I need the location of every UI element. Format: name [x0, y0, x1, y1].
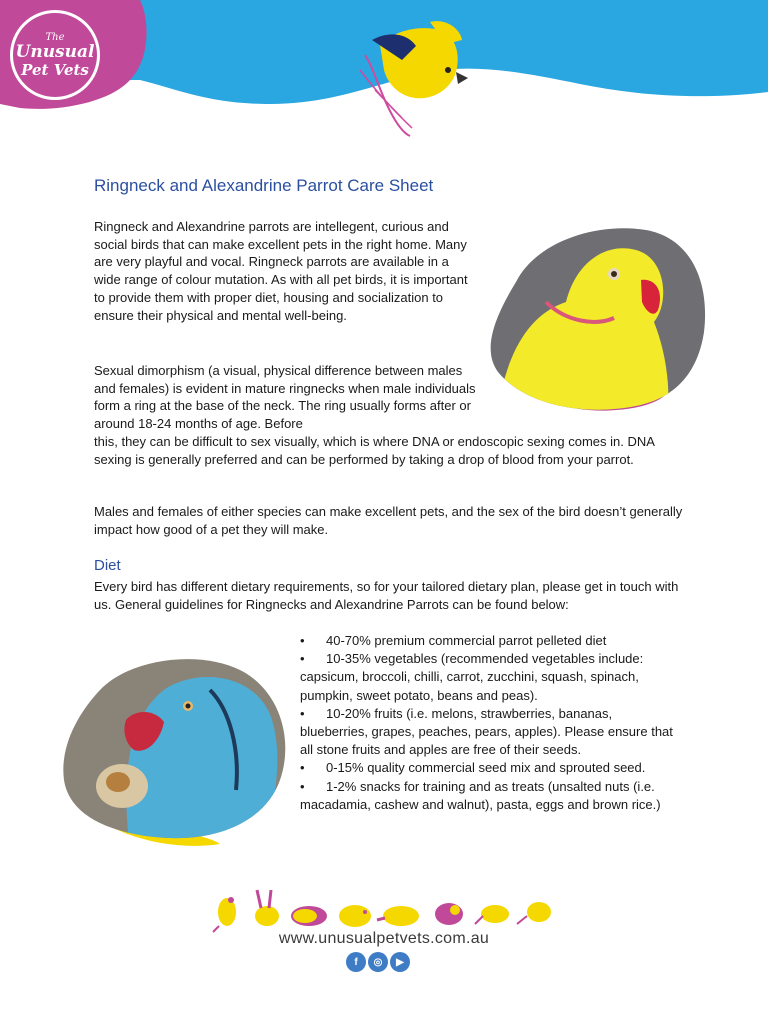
lizard-icon: [517, 902, 551, 924]
guinea-pig-icon: [339, 905, 371, 927]
sexes-paragraph: Males and females of either species can make excellent pets, and the sex of the bird doesn’t generally impact how good of a pet they will make.: [94, 504, 683, 537]
logo-line-2: Unusual: [15, 41, 95, 62]
bullet-glyph: •: [300, 778, 305, 794]
rabbit-icon: [255, 890, 279, 926]
tortoise-icon: [377, 906, 419, 926]
diet-intro-paragraph: Every bird has different dietary requirements, so for your tailored dietary plan, please get in touch with us. General guidelines for Ringnecks and Alexandrine Parrots can be found below:: [94, 579, 679, 612]
social-links: [346, 952, 410, 972]
diet-item-text: 1-2% snacks for training and as treats (unsalted nuts (i.e. macadamia, cashew and walnut), pasta, eggs and brown rice.): [300, 778, 661, 812]
website-link[interactable]: www.unusualpetvets.com.au: [278, 930, 490, 947]
intro-paragraph: Ringneck and Alexandrine parrots are intellegent, curious and social birds that can make excellent pets in the right home. Many are very playful and vocal. Ringneck parrots are available in a wide range of colour mutation. As with all pet birds, it is important to provide them with proper diet, housing and socialization to ensure their physical and mental well-being.: [94, 219, 468, 323]
list-item: [300, 759, 680, 777]
facebook-icon[interactable]: f: [346, 952, 366, 972]
bullet-glyph: •: [300, 651, 305, 667]
rat-icon: [435, 903, 463, 925]
diet-list: [300, 632, 680, 814]
diet-item-text: 10-35% vegetables (recommended vegetables include: capsicum, broccoli, chilli, carrot, zucchini, squash, spinach, pumpkin, sweet potato, beans and peas).: [300, 651, 644, 703]
youtube-icon[interactable]: ▶: [390, 952, 410, 972]
instagram-icon[interactable]: ◎: [368, 952, 388, 972]
diet-item-text: 0-15% quality commercial seed mix and sprouted seed.: [326, 760, 646, 776]
logo[interactable]: [10, 10, 100, 100]
ferret-icon: [475, 905, 509, 924]
header-wave: [0, 0, 768, 140]
list-item: [300, 705, 680, 760]
bullet-glyph: •: [300, 760, 305, 776]
diet-item-text: 10-20% fruits (i.e. melons, strawberries, bananas, blueberries, grapes, peaches, pears, apples). Please ensure that all stone fruits and apples are free of their seeds.: [300, 705, 673, 758]
bird-icon: [213, 897, 236, 932]
parrot-illustration-icon: [360, 21, 468, 136]
diet-item-text: 40-70% premium commercial parrot pelleted diet: [326, 633, 607, 648]
list-item: [300, 650, 680, 705]
hedgehog-icon: [291, 906, 327, 926]
dimorphism-text-part-1: Sexual dimorphism (a visual, physical difference between males and females) is evident in mature ringnecks when male individuals form a ring at the base of the neck. The ring usually forms after or around 18-24 months of age. Before: [94, 363, 476, 432]
bullet-glyph: •: [300, 633, 305, 648]
logo-line-3: Pet Vets: [21, 60, 89, 79]
list-item: [300, 778, 680, 814]
diet-heading: Diet: [94, 557, 121, 574]
dimorphism-text-part-2: this, they can be difficult to sex visually, which is where DNA or endoscopic sexing comes in. DNA sexing is generally preferred and can be performed by taking a drop of blood from your parrot.: [94, 433, 655, 467]
page-title: Ringneck and Alexandrine Parrot Care Sheet: [94, 176, 434, 195]
logo-line-1: The: [45, 31, 65, 43]
dimorphism-paragraph: [94, 362, 684, 468]
bullet-glyph: •: [300, 705, 305, 721]
footer-animal-illustrations: [205, 886, 565, 934]
blue-ringneck-photo: [60, 650, 292, 850]
list-item: [300, 632, 680, 650]
